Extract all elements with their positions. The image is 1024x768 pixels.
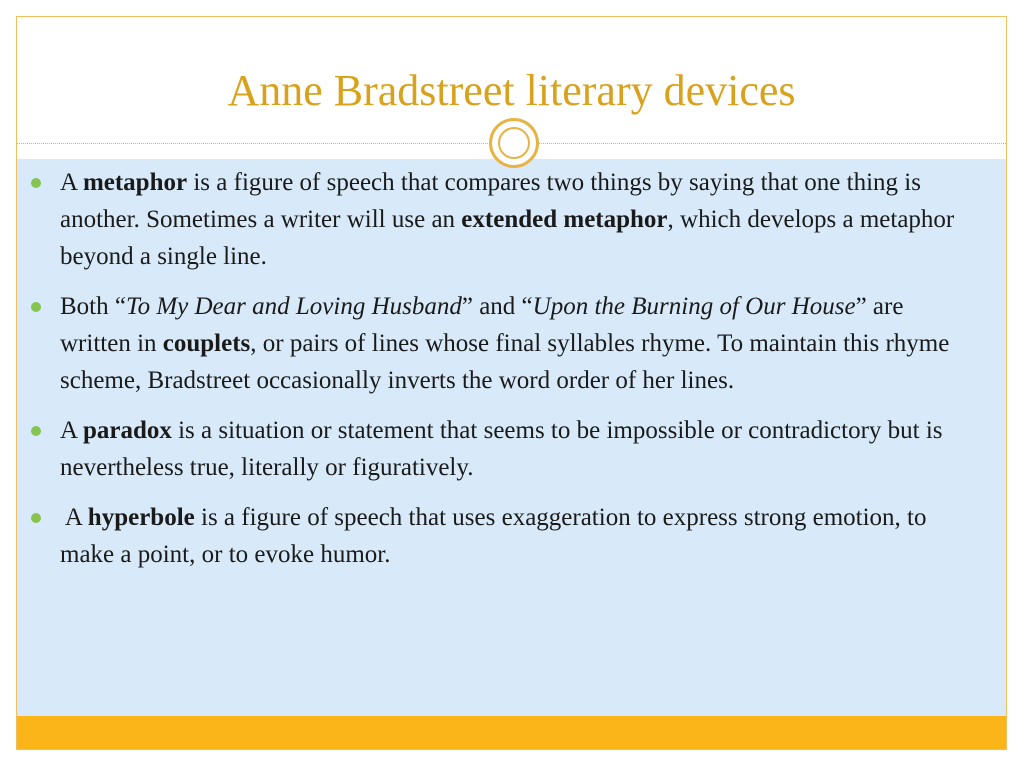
- bullet-text: A hyperbole is a figure of speech that uses exaggeration to express strong emotion, to make a point, or to evoke humor.: [60, 504, 927, 568]
- bullet-text: A metaphor is a figure of speech that compares two things by saying that one thing is another. Sometimes a writer will use an extended metaphor, which develops a metaphor beyond a single line.: [60, 169, 955, 270]
- slide-title: Anne Bradstreet literary devices: [227, 66, 796, 115]
- circle-ornament-icon: [489, 118, 539, 168]
- bullet-dot-icon: [31, 426, 41, 436]
- term-couplets: couplets: [162, 330, 251, 357]
- poem-title-2: Upon the Burning of Our House: [532, 293, 856, 320]
- term-metaphor: metaphor: [82, 169, 188, 196]
- bullet-item-paradox: [30, 412, 965, 486]
- bullet-text: Both “To My Dear and Loving Husband” and “Upon the Burning of Our House” are written in couplets, or pairs of lines whose final syllables rhyme. To maintain this rhyme scheme, Bradstreet occasionally inverts the word order of her lines.: [60, 293, 950, 394]
- footer-bar: [17, 716, 1006, 749]
- bullet-item-metaphor: [30, 164, 965, 275]
- bullet-text: A paradox is a situation or statement that seems to be impossible or contradictory but is nevertheless true, literally or figuratively.: [60, 417, 943, 481]
- bullet-dot-icon: [31, 178, 41, 188]
- poem-title-1: To My Dear and Loving Husband: [125, 293, 462, 320]
- term-extended-metaphor: extended metaphor: [461, 206, 668, 233]
- bullet-list: [30, 164, 965, 586]
- bullet-dot-icon: [31, 513, 41, 523]
- term-hyperbole: hyperbole: [87, 504, 195, 531]
- bullet-dot-icon: [31, 302, 41, 312]
- bullet-item-hyperbole: [30, 499, 965, 573]
- term-paradox: paradox: [82, 417, 172, 444]
- bullet-item-couplets: [30, 288, 965, 399]
